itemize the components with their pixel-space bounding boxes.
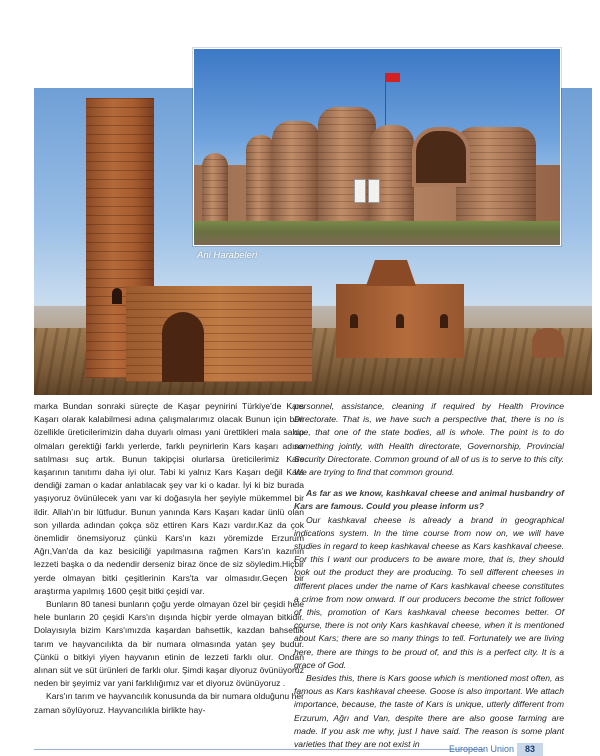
paragraph: Kars'ın tarım ve hayvancılık konusunda da bir numara olduğunu her zaman söylüyoruz. Hayvancılıkla birlikte hay- (34, 691, 304, 715)
paragraph: Our kashkaval cheese is already a brand in geographical indications system. In the time course from now on, we will have studies in regard to keep kashkaval cheese as Kars kashkaval cheese. For this I want our producers to be aware more, that is, they should look out the product they are producing. To sell different cheeses in different places under the name of Kars kashkaval cheese constitutes a crime from now onward. If our producers become the strict follower of this, promotion of Kars kashkaval cheese becomes better. Of course, there is not only Kars kashkaval cheese, when it is mentioned about Kars; there are so many things to tell. Fortunately we are living here, there are things to be proud of, and this is a perfect city. It is a grace of God. (294, 514, 564, 670)
church-window (396, 314, 404, 328)
info-sign (368, 179, 380, 203)
paragraph: Besides this, there is Kars goose which is mentioned most often, as famous as Kars kashkaval cheese. Goose is also important. We attach importance, because, the taste of Kars is unique, utterly different from Erzurum, Ağrı and Van, despite there are also goose farming are made. If you ask me why, just I have said. The reason is some plant varieties that they are not exist in (294, 673, 564, 750)
courtyard (194, 221, 560, 245)
photo-caption: Ani Harabeleri (197, 250, 258, 261)
church-window (440, 314, 448, 328)
interview-question: As far as we know, kashkaval cheese and animal husbandry of Kars are famous. Could you please inform us? (294, 488, 564, 512)
castle-tower (370, 125, 414, 223)
paragraph: marka Bundan sonraki süreçte de Kaşar peynirini Türkiye'de Kars Kaşarı olarak kalabilmesi adına çalışmalarımız olacak Bunun için ben özellikle üreticilerimizin daha duyarlı olması yani ürettikleri mala sahip olmaları gerektiği farklı yerlerde, farklı peynirlerin Kars kaşarı adına satılması suç artık. Bunun takipçisi olurlarsa üreticilerimiz Kars kaşarının tanıtımı daha iyi olur. Tabi ki yalnız Kars Kaşarı değil Kars dendiği zaman o kadar anlatılacak şey var ki o kadar. İyi ki biz burada yaşıyoruz övünülecek yanı var ki doğasıyla her şeyiyle mükemmel bir ildir. Allah'ın bir lütfudur. Bunun yanında Kars Kaşarı kadar ünlü olan son yıllarda adından çokça söz ettiren Kars Kazı vardır.Kaz da çok önemlidir önemsiyoruz çünkü Kars'ın kazı yöremizde Erzurum Ağrı,Van'da da kaz besiciliği yapılmasına rağmen Kars'ın kazının lezzeti başka o da nedendir derseniz biraz önce de siz söyledim.Hiçbir yerde olmayan bitki çeşitlerinin Kars'ta var olmasıdır.Geçen bir araştırma yapılmış 1600 çeşit bitki çeşidi var. (34, 401, 304, 596)
castle-tower (202, 153, 228, 223)
ruined-building (126, 286, 312, 382)
church-ruin (336, 284, 464, 358)
castle-tower (318, 107, 376, 223)
paragraph: Bunların 80 tanesi bunların çoğu yerde olmayan özel bir çeşidi hele hele bunların 20 çeşidi Kars'ın dışında hiçbir yerde olmayan bitkidir. Dolayısıyla bizim Kars'ımızda kaşardan bahsettik, kazdan bahsettik tarım ve hayvancılıkta da bir numara olmasında yatan şey budur. Çünkü o bitkiyi yiyen hayvanın etinin de lezzeti farklı olur. Ondan alınan süt ve süt ürünleri de farklı olur. Şimdi kaşar diyoruz övünüyoruz neden bir şeyimiz var yani farklılığımız var et diyoruz övünüyoruz . (34, 599, 304, 689)
small-chapel (532, 328, 564, 358)
castle-gate (412, 127, 470, 187)
paragraph: personnel, assistance, cleaning if required by Health Province Directorate. That is, we have such a perspective that, there is no is one, that one of the state bodies, all is whole. The point is to do something jointly, with Health directorate, Governorship, Provincial Security Directorate. Common ground of all of us is to serve to this city. We are trying to find that common ground. (294, 401, 564, 478)
right-text-column (294, 400, 564, 751)
castle-tower (272, 121, 320, 223)
church-window (350, 314, 358, 328)
tower-window (112, 288, 122, 304)
castle-inset-photo (193, 48, 561, 246)
building-arch (162, 312, 204, 382)
castle-walls (194, 105, 560, 223)
info-sign (354, 179, 366, 203)
footer-label: European Union (448, 744, 514, 754)
footer-rule (34, 749, 484, 750)
page-number: 83 (517, 743, 543, 756)
left-text-column (34, 400, 304, 717)
church-roof (366, 260, 416, 286)
